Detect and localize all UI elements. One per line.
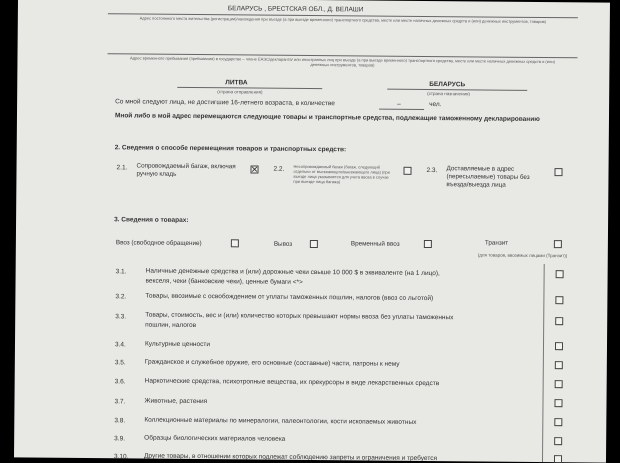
item-3-8-checkbox[interactable]: [554, 418, 562, 426]
mode-transit-checkbox[interactable]: [554, 240, 562, 248]
item-2-2-num: 2.2.: [273, 165, 285, 173]
minors-count: –: [397, 100, 401, 108]
item-3-3-num: 3.3.: [115, 313, 127, 321]
item-2-3-num: 2.3.: [426, 166, 438, 175]
item-2-1-num: 2.1.: [116, 164, 128, 172]
item-3-3-line-2: пошлин, налогов: [145, 321, 197, 329]
item-3-2-line-1: Товары, ввозимые с освобождением от уплаты таможенных пошлин, налогов (ввоз со льготой): [145, 292, 434, 303]
item-3-1-num: 3.1.: [115, 268, 127, 276]
item-2-2-checkbox[interactable]: [403, 167, 411, 175]
item-3-8-num: 3.8.: [114, 417, 126, 425]
section2-title: 2. Сведения о способе перемещения товаров и транспортных средств:: [114, 144, 347, 154]
item-3-9-num: 3.9.: [114, 435, 126, 443]
item-3-1-checkbox[interactable]: [556, 270, 564, 278]
mode-export-checkbox[interactable]: [310, 240, 318, 248]
item-3-9-checkbox[interactable]: [554, 437, 562, 445]
item-3-8-line-1: Коллекционные материалы по минералогии, палеонтологии, кости ископаемых животных: [144, 416, 417, 426]
item-3-5-line-1: Гражданское и служебное оружие, его основные (составные) части, патроны к нему: [144, 358, 400, 368]
mode-import-label: Ввоз (свободное обращение): [115, 239, 202, 248]
address-note-2: Адрес временного пребывания (пребывания) в государстве – члене ЕАЭС/декларанта/ или иностранных лиц при въезде (а при выезде временного) транспортного средства, месте или месте наличных денежных средств и (или) денежных инструментов, товаров): [130, 55, 555, 68]
item-3-7-line-1: Животные, растения: [144, 397, 208, 406]
item-3-10-num: 3.10.: [113, 453, 129, 461]
item-3-1-line-1: Наличные денежные средства и (или) дорожные чеки свыше 10 000 $ в эквиваленте (на 1 лицо),: [145, 267, 440, 278]
item-3-3-line-1: Товары, стоимость, вес и (или) количество которых превышают нормы ввоза без уплаты таможенных: [145, 311, 454, 322]
minors-line: [379, 109, 424, 110]
declaration-intro: Мной либо в мой адрес перемещаются следующие товары и транспортные средства, подлежащие таможенному декларированию: [114, 112, 540, 123]
item-2-3-checkbox[interactable]: [554, 168, 562, 176]
minors-suffix: чел.: [429, 101, 442, 109]
item-3-5-checkbox[interactable]: [555, 361, 563, 369]
transit-note: (для товаров, ввозимых лицами (Транзит)): [477, 252, 568, 259]
item-3-2-num: 3.2.: [115, 293, 127, 301]
address-value: БЕЛАРУСЬ , БРЕСТСКАЯ ОБЛ., Д. ВЕЛАШИ: [227, 5, 364, 14]
item-3-4-num: 3.4.: [114, 341, 126, 349]
item-3-5-num: 3.5.: [114, 359, 126, 367]
minors-prefix: Со мной следуют лица, не достигшие 16-летнего возраста, в количестве: [115, 98, 335, 108]
to-country: БЕЛАРУСЬ: [429, 81, 466, 89]
item-3-4-checkbox[interactable]: [555, 342, 563, 350]
item-3-3-checkbox[interactable]: [555, 317, 563, 325]
address-note-1: Адрес постоянного места жительства (регистрации)/нахождения при въезде (а при выезде временного) транспортного средства, месте или месте наличных денежных средств и (или) денежных инструментов, товаров): [139, 15, 547, 25]
item-3-9-line-1: Образцы биологических материалов человека: [144, 434, 286, 443]
item-2-1-label: Сопровождаемый багаж, включая ручную кладь: [136, 162, 236, 178]
checkmark-icon: ✕: [250, 164, 259, 175]
from-country: ЛИТВА: [225, 79, 248, 87]
mode-temp-import-label: Временный ввоз: [350, 240, 400, 248]
item-3-1-line-2: векселя, чеки (банковские чеки), ценные бумаги <*>: [145, 277, 303, 286]
mode-transit-label: Транзит: [484, 239, 509, 247]
column-divider: [542, 264, 545, 463]
item-3-7-checkbox[interactable]: [554, 399, 562, 407]
mode-export-label: Вывоз: [273, 240, 293, 248]
item-3-2-checkbox[interactable]: [555, 296, 563, 304]
item-3-6-line-1: Наркотические средства, психотропные вещества, их прекурсоры в виде лекарственных средств: [144, 377, 440, 388]
item-3-6-num: 3.6.: [114, 378, 126, 386]
to-caption: (страна назначения): [427, 91, 470, 97]
mode-temp-import-checkbox[interactable]: [424, 240, 432, 248]
section3-title: 3. Сведения о товарах:: [114, 216, 189, 224]
mode-import-checkbox[interactable]: [231, 239, 239, 247]
item-2-2-label: Несопровождаемый багаж (багаж, следующий отдельно от въезжающего/выезжающего лица) (при въезде лица указывается для учета ввоза в случае при выезде лица багажа): [293, 163, 390, 185]
item-3-10-line-1: Другие товары, в отношении которых подлежат соблюдению запреты и ограничения и требуется: [143, 452, 438, 463]
item-3-10-checkbox[interactable]: [554, 455, 562, 462]
item-3-7-num: 3.7.: [114, 398, 126, 406]
item-3-4-line-1: Культурные ценности: [144, 340, 211, 349]
item-3-6-checkbox[interactable]: [555, 380, 563, 388]
declaration-form: [14, 0, 610, 463]
from-caption: (страна отправления): [217, 89, 263, 95]
item-2-3-label: Доставляемые в адрес (пересылаемые) товары без въезда/выезда лица: [446, 165, 530, 189]
